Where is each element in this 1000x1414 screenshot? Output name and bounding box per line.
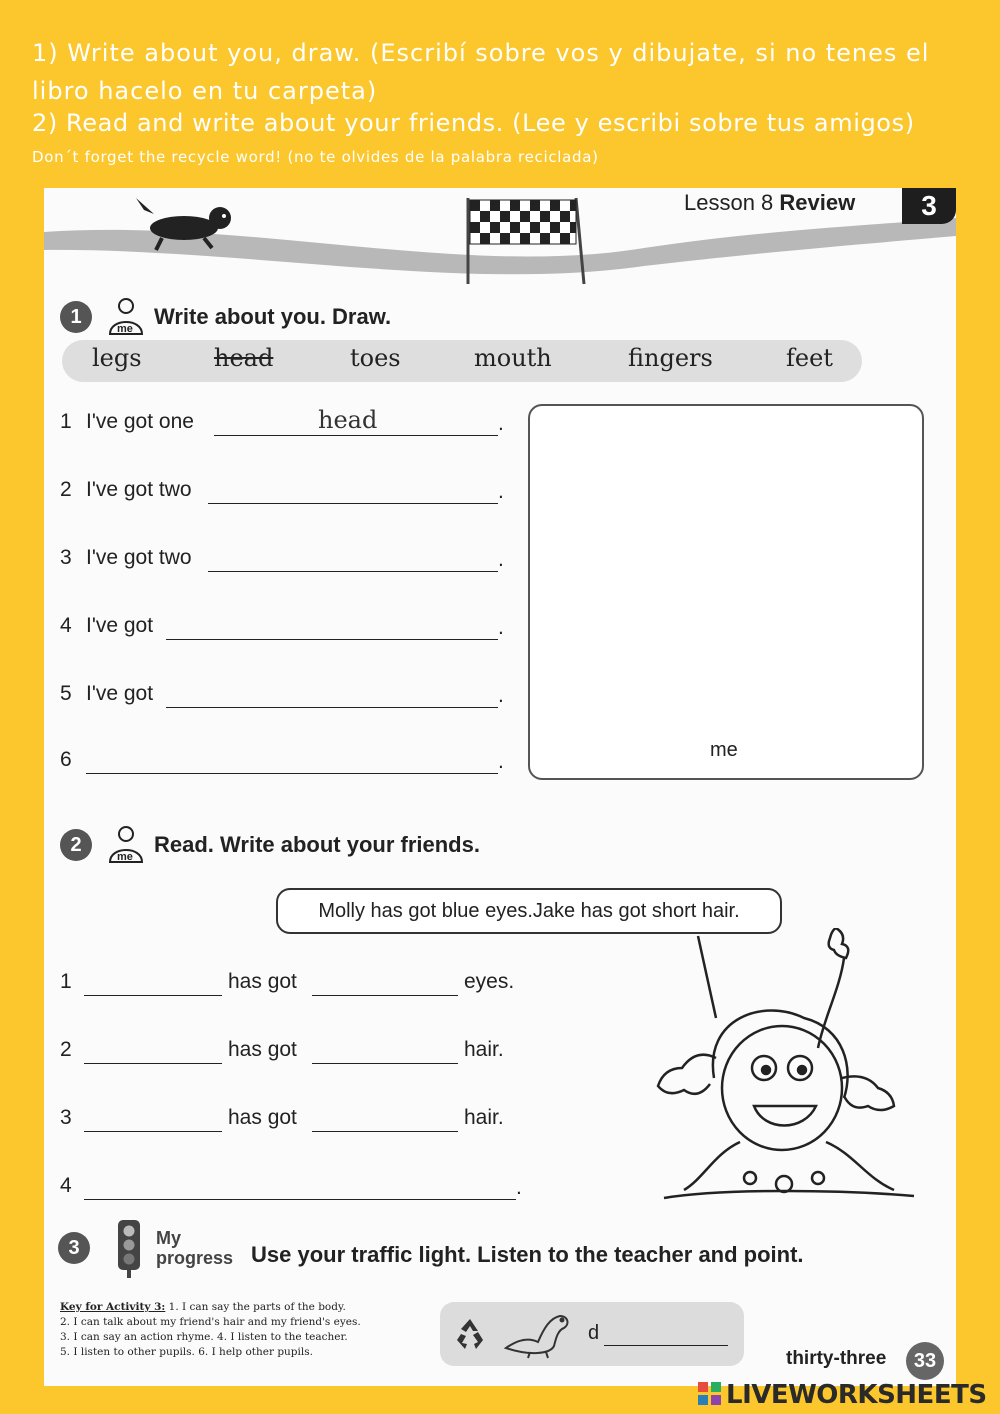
brand-name: LIVEWORKSHEETS [726, 1380, 987, 1410]
instruction-2: 2) Read and write about your friends. (Lee y escribi sobre tus amigos) [32, 109, 915, 137]
my-label: My [156, 1228, 182, 1248]
row-text: I've got two [86, 478, 192, 501]
row-end: . [498, 750, 504, 773]
svg-text:me: me [117, 323, 133, 335]
section-3-header [58, 1218, 804, 1278]
dinosaur-icon [500, 1308, 580, 1360]
s2-row-4 [60, 1172, 540, 1202]
row-number: 2 [60, 1038, 72, 1061]
answer-field[interactable] [166, 610, 498, 640]
recycle-icon [452, 1316, 488, 1352]
s2-row-1 [60, 968, 540, 998]
me-icon [106, 296, 146, 338]
my-progress-label [156, 1228, 233, 1268]
drawing-box-label: me [710, 739, 738, 761]
row-end: . [516, 1176, 522, 1199]
row-end: hair. [464, 1106, 504, 1129]
recycle-letter: d [588, 1322, 600, 1344]
key-line-3: 3. I can say an action rhyme. 4. I listen to the teacher. [60, 1331, 348, 1343]
row-number: 6 [60, 748, 72, 771]
section-1-number: 1 [60, 301, 92, 333]
row-text: I've got one [86, 410, 194, 433]
name-field[interactable] [84, 1102, 222, 1132]
row-end: . [498, 548, 504, 571]
speech-bubble: Molly has got blue eyes.Jake has got short hair. [276, 888, 782, 934]
row-mid: has got [228, 970, 297, 993]
s2-row-3 [60, 1104, 540, 1134]
unit-number: 3 [902, 188, 956, 224]
page-number: 33 [906, 1342, 944, 1380]
section-1-header [60, 296, 391, 338]
lesson-prefix: Lesson 8 [684, 190, 780, 215]
row-end: . [498, 412, 504, 435]
answer-field[interactable] [208, 542, 498, 572]
key-title: Key for Activity 3: [60, 1301, 166, 1313]
row-number: 2 [60, 478, 72, 501]
s1-row-3 [60, 544, 530, 574]
s1-row-4 [60, 612, 530, 642]
s1-row-2 [60, 476, 530, 506]
lesson-title [684, 190, 855, 216]
row-number: 4 [60, 1174, 72, 1197]
girl-illustration [604, 928, 934, 1218]
row-end: eyes. [464, 970, 515, 993]
word-bank [62, 340, 862, 382]
row-mid: has got [228, 1106, 297, 1129]
row-end: . [498, 480, 504, 503]
worksheet-page [44, 188, 956, 1386]
progress-label: progress [156, 1248, 234, 1268]
word-toes: toes [350, 344, 401, 372]
name-field[interactable] [84, 966, 222, 996]
row-end: . [498, 616, 504, 639]
answer-field[interactable] [86, 744, 498, 774]
row-number: 3 [60, 546, 72, 569]
s1-row-1 [60, 408, 530, 438]
word-fingers: fingers [628, 344, 713, 372]
row-number: 4 [60, 614, 72, 637]
section-2-number: 2 [60, 829, 92, 861]
answer-field[interactable] [166, 678, 498, 708]
activity-key [60, 1300, 420, 1360]
feature-field[interactable] [312, 1102, 458, 1132]
drawing-box[interactable] [528, 404, 924, 780]
lesson-bold: Review [779, 190, 856, 215]
recycle-line [604, 1345, 728, 1346]
row-end: . [498, 684, 504, 707]
row-text: I've got [86, 614, 154, 637]
s1-row-5 [60, 680, 530, 710]
row-text: I've got [86, 682, 154, 705]
recycle-word-field[interactable] [588, 1322, 728, 1348]
section-2-header [60, 824, 480, 866]
key-line-2: 2. I can talk about my friend's hair and my friend's eyes. [60, 1316, 361, 1328]
instruction-1: 1) Write about you, draw. (Escribí sobre vos y dibujate, si no tenes el libro hacelo en tu carpeta) [32, 39, 930, 105]
word-legs: legs [92, 344, 142, 372]
liveworksheets-brand[interactable] [698, 1380, 987, 1410]
answer-field[interactable] [208, 474, 498, 504]
sentence-field[interactable] [84, 1170, 516, 1200]
s2-row-2 [60, 1036, 540, 1066]
svg-text:me: me [117, 851, 133, 863]
row-number: 1 [60, 410, 72, 433]
row-mid: has got [228, 1038, 297, 1061]
section-3-number: 3 [58, 1232, 90, 1264]
traffic-light-icon [114, 1218, 144, 1278]
me-icon [106, 824, 146, 866]
row-number: 3 [60, 1106, 72, 1129]
row-number: 5 [60, 682, 72, 705]
word-head: head [214, 344, 274, 372]
section-1-title: Write about you. Draw. [154, 304, 392, 329]
name-field[interactable] [84, 1034, 222, 1064]
liveworksheets-logo-icon [698, 1382, 722, 1408]
feature-field[interactable] [312, 966, 458, 996]
word-feet: feet [786, 344, 833, 372]
instruction-3: Don´t forget the recycle word! (no te olvides de la palabra reciclada) [32, 148, 599, 166]
row-end: hair. [464, 1038, 504, 1061]
row-number: 1 [60, 970, 72, 993]
section-2-title: Read. Write about your friends. [154, 832, 480, 857]
answer-text: head [318, 406, 378, 434]
section-3-title: Use your traffic light. Listen to the teacher and point. [251, 1242, 804, 1267]
word-mouth: mouth [474, 344, 552, 372]
s1-row-6 [60, 746, 530, 776]
key-line-1: 1. I can say the parts of the body. [165, 1301, 346, 1313]
row-text: I've got two [86, 546, 192, 569]
page-number-text: thirty-three [786, 1348, 887, 1369]
recycle-word-box [440, 1302, 744, 1366]
feature-field[interactable] [312, 1034, 458, 1064]
key-line-4: 5. I listen to other pupils. 6. I help other pupils. [60, 1346, 313, 1358]
